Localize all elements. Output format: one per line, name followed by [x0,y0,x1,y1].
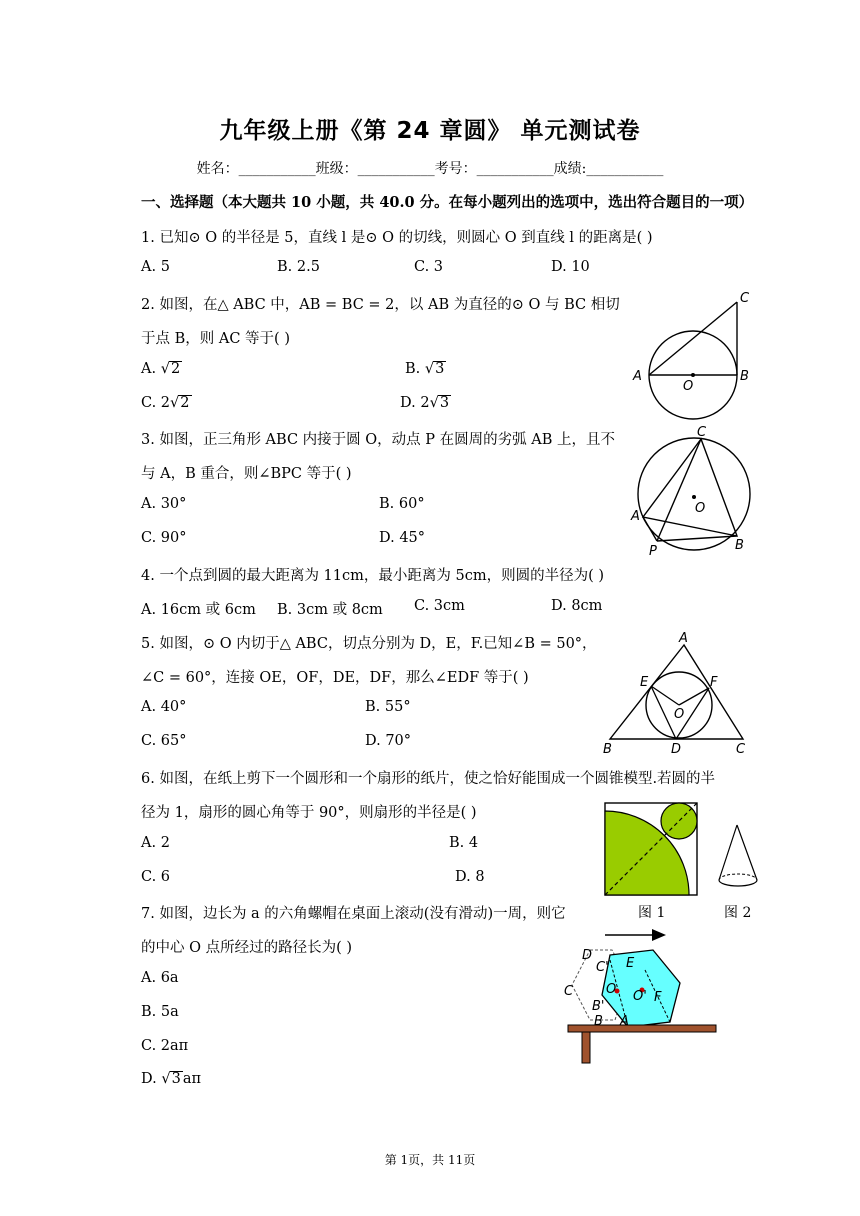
q1-option-a: A. 5 [141,259,170,275]
question-7-stem-line2: 的中心 O 点所经过的路径长为( ) [141,940,353,956]
q3-option-b: B. 60° [379,496,425,512]
q6-option-d: D. 8 [455,869,485,885]
q6-option-b: B. 4 [449,835,479,851]
q7-option-b: B. 5a [141,1004,179,1020]
q3-figure [625,423,760,563]
q5-label-o: O [674,707,685,722]
question-3-stem-line2: 与 A，B 重合，则∠BPC 等于( ) [141,466,352,482]
q7-label-o-prime: O' [633,989,647,1004]
q6-figure [600,798,762,922]
q3-label-o: O [695,501,706,516]
q2-option-b: B. √3 [405,361,445,377]
q5-option-b: B. 55° [365,699,411,715]
page-title: 九年级上册《第 24 章圆》 单元测试卷 [219,118,641,144]
q5-label-f: F [710,675,718,690]
q2-label-c: C [740,291,750,306]
q6-option-c: C. 6 [141,869,171,885]
q6-option-a: A. 2 [141,835,170,851]
q2-option-a: A. √2 [141,361,181,377]
q3-label-c: C [697,425,707,440]
q7-label-o: O [606,982,617,997]
page-footer: 第 1页，共 11页 [384,1153,476,1167]
q6-fig2-label: 图 2 [724,905,752,921]
question-3-stem-line1: 3. 如图，正三角形 ABC 内接于圆 O，动点 P 在圆周的劣弧 AB 上，且不 [141,432,615,448]
question-7-stem-line1: 7. 如图，边长为 a 的六角螺帽在桌面上滚动(没有滑动)一周，则它 [141,906,566,922]
q7-label-b: B [594,1014,603,1029]
q1-option-c: C. 3 [414,259,444,275]
q3-option-c: C. 90° [141,530,187,546]
q2-option-c: C. 2√2 [141,395,190,411]
q5-label-b: B [603,742,612,757]
q1-option-b: B. 2.5 [277,259,320,275]
q2-option-d: D. 2√3 [400,395,450,411]
q5-label-c: C [736,742,746,757]
q7-label-c-prime: C' [596,960,609,975]
q7-label-c: C [564,984,574,999]
q5-label-e: E [640,675,649,690]
q7-label-a: A [620,1014,629,1029]
q3-option-a: A. 30° [141,496,187,512]
q5-option-a: A. 40° [141,699,187,715]
q2-figure [625,288,755,423]
q5-label-d: D [671,742,682,757]
q7-option-c: C. 2aπ [141,1038,189,1054]
q2-label-o: O [683,379,694,394]
question-5-stem-line1: 5. 如图，⊙ O 内切于△ ABC，切点分别为 D，E，F.已知∠B = 50°， [141,636,597,652]
q3-option-d: D. 45° [379,530,426,546]
q7-option-a: A. 6a [141,970,179,986]
q7-figure [560,925,720,1065]
question-2-stem-line1: 2. 如图，在△ ABC 中，AB = BC = 2，以 AB 为直径的⊙ O 与 BC 相切 [141,297,620,313]
q5-figure [600,628,755,758]
q3-label-a: A [631,509,640,524]
question-1-stem: 1. 已知⊙ O 的半径是 5，直线 l 是⊙ O 的切线，则圆心 O 到直线 l 的距离是( ) [141,230,653,246]
q7-label-f: F [654,990,662,1005]
q6-fig1-label: 图 1 [638,905,666,921]
q3-label-b: B [735,538,744,553]
q4-option-d: D. 8cm [551,598,603,614]
q5-option-c: C. 65° [141,733,187,749]
question-2-stem-line2: 于点 B，则 AC 等于( ) [141,331,290,347]
q5-label-a: A [679,631,688,646]
section-heading: 一、选择题（本大题共 10 小题，共 40.0 分。在每小题列出的选项中，选出符合题目的一项） [141,194,754,211]
question-6-stem-line2: 径为 1，扇形的圆心角等于 90°，则扇形的半径是( ) [141,805,477,821]
q7-label-b-prime: B' [592,999,605,1014]
q7-option-d: D. √3 aπ [141,1071,201,1087]
question-5-stem-line2: ∠C = 60°，连接 OE，OF，DE，DF，那么∠EDF 等于( ) [141,670,529,686]
q4-option-a: A. 16cm 或 6cm [141,602,256,618]
q4-option-b: B. 3cm 或 8cm [277,602,383,618]
question-6-stem-line1: 6. 如图，在纸上剪下一个圆形和一个扇形的纸片，使之恰好能围成一个圆锥模型.若圆的半 [141,771,716,787]
q7-label-d: D [582,948,593,963]
q7-label-e: E [626,956,635,971]
student-info-line: 姓名：___________班级：___________考号：___________成绩:___________ [196,161,664,177]
q2-label-b: B [740,369,749,384]
q1-option-d: D. 10 [551,259,590,275]
q3-label-p: P [649,544,657,559]
q5-option-d: D. 70° [365,733,412,749]
q2-label-a: A [633,369,642,384]
question-4-stem: 4. 一个点到圆的最大距离为 11cm，最小距离为 5cm，则圆的半径为( ) [141,568,604,584]
q4-option-c: C. 3cm [414,598,465,614]
